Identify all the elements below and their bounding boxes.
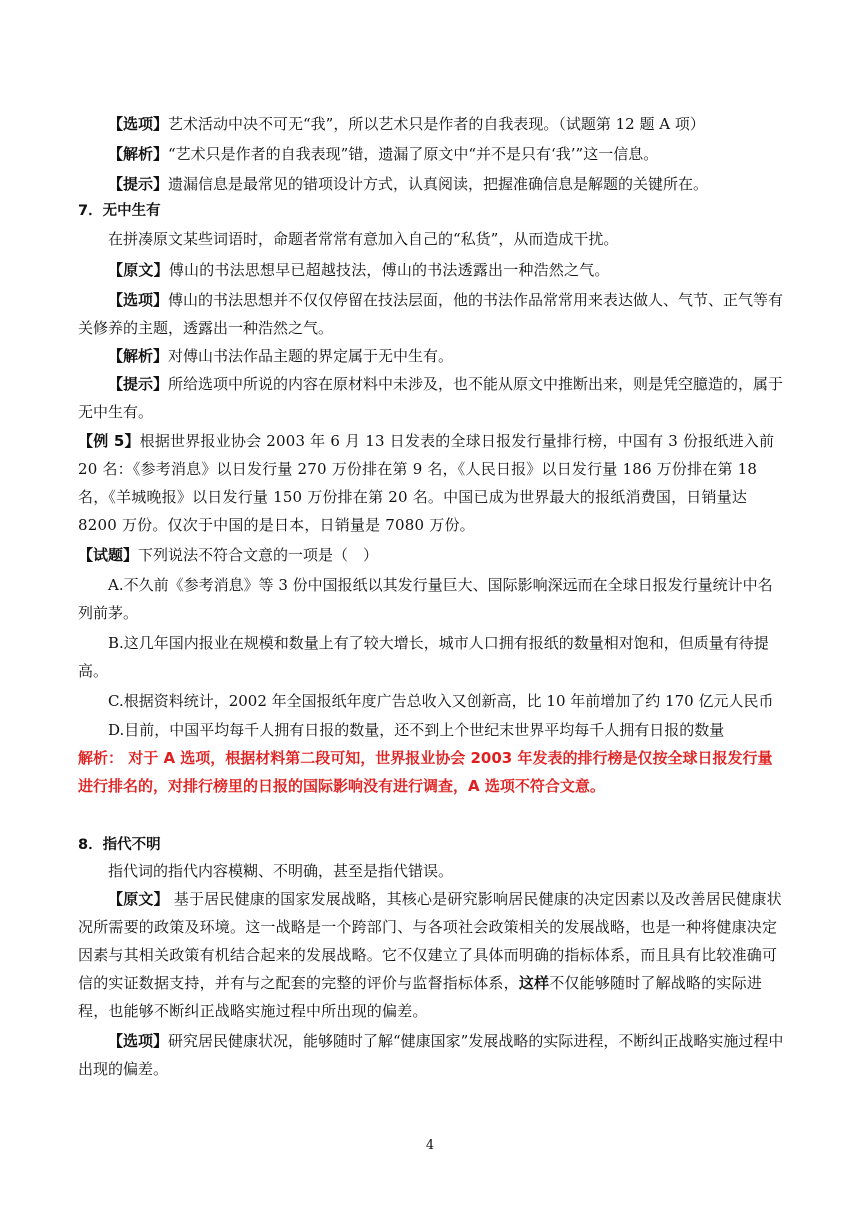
- tip-text: 遗漏信息是最常见的错项设计方式，认真阅读，把握准确信息是解题的关键所在。: [168, 175, 709, 193]
- choice-b: B.这几年国内报业在规模和数量上有了较大增长，城市人口拥有报纸的数量相对饱和，但质量有待提高。: [78, 634, 769, 680]
- option-tag: 【选项】: [108, 115, 169, 133]
- original-tag: 【原文】: [108, 890, 169, 908]
- example-5-paragraph: [78, 427, 786, 539]
- tip-paragraph-s7: [78, 370, 786, 426]
- option-text: 傅山的书法思想并不仅仅停留在技法层面，他的书法作品常常用来表达做人、气节、正气等有关修养的主题，透露出一种浩然之气。: [78, 291, 784, 337]
- original-text: 傅山的书法思想早已超越技法，傅山的书法透露出一种浩然之气。: [168, 261, 610, 279]
- analysis-tag: 【解析】: [108, 347, 169, 365]
- analysis-paragraph-s7: [78, 342, 786, 370]
- option-paragraph-s7: [78, 286, 786, 342]
- question-tag: 【试题】: [78, 546, 139, 564]
- option-text: 研究居民健康状况，能够随时了解“健康国家”发展战略的实际进程，不断纠正战略实施过程中出现的偏差。: [78, 1032, 784, 1078]
- choice-d: D.目前，中国平均每千人拥有日报的数量，还不到上个世纪末世界平均每千人拥有日报的数量: [108, 721, 725, 739]
- option-paragraph-s8: [78, 1027, 786, 1083]
- analysis-tag: 【解析】: [108, 145, 169, 163]
- option-tag: 【选项】: [108, 1032, 169, 1050]
- example-text: 根据世界报业协会 2003 年 6 月 13 日发表的全球日报发行量排行榜，中国有 3 份报纸进入前 20 名：《参考消息》以日发行量 270 万份排在第 9 名，《人民日报》以日发行量 186 万份排在第 18 名，《羊城晚报》以日发行量 150 万份排在第 20 名。中国已成为世界最大的报纸消费国，日销量达 8200 万份。仅次于中国的是日本，日销量是 7080 万份。: [78, 432, 775, 534]
- page-number: 4: [425, 1138, 435, 1153]
- original-text-a: 基于居民健康的国家发展战略，其核心是研究影响居民健康的决定因素以及改善居民健康状况所需要的政策及环境。这一战略是一个跨部门、与各项社会政策相关的发展战略，也是一种将健康决定因素与其相关政策有机结合起来的发展战略。它不仅建立了具体而明确的指标体系，而且具有比较准确可信的实证数据支持，并有与之配套的完整的评价与监督指标体系，: [78, 890, 782, 992]
- question-text: 下列说法不符合文意的一项是（ ）: [138, 546, 379, 564]
- tip-text: 所给选项中所说的内容在原材料中未涉及，也不能从原文中推断出来，则是凭空臆造的，属于无中生有。: [78, 375, 784, 421]
- answer-explanation: 解析： 对于 A 选项，根据材料第二段可知，世界报业协会 2003 年发表的排行榜是仅按全球日报发行量进行排名的，对排行榜里的日报的国际影响没有进行调查，A 选项不符合文意。: [78, 749, 773, 795]
- original-tag: 【原文】: [108, 261, 169, 279]
- section-8-intro: 指代词的指代内容模糊、不明确，甚至是指代错误。: [108, 862, 454, 880]
- option-paragraph-s6: [78, 110, 786, 138]
- choice-a: A.不久前《参考消息》等 3 份中国报纸以其发行量巨大、国际影响深远而在全球日报发行量统计中名列前茅。: [78, 576, 773, 622]
- original-text-b: 不仅能够随时了解战略的实际进程，也能够不断纠正战略实施过程中所出现的偏差。: [78, 974, 763, 1020]
- section-7-heading: 7．无中生有: [78, 203, 161, 219]
- tip-paragraph-s6: [78, 170, 786, 198]
- section-8-heading: 8．指代不明: [78, 837, 161, 853]
- question-paragraph: [78, 541, 786, 569]
- section-7-intro: 在拼凑原文某些词语时，命题者常常有意加入自己的“私货”，从而造成干扰。: [108, 230, 619, 248]
- original-paragraph-s8: [78, 885, 786, 1025]
- option-text: 艺术活动中决不可无“我”，所以艺术只是作者的自我表现。（试题第 12 题 A 项）: [168, 115, 705, 133]
- example-tag: 【例 5】: [78, 432, 140, 450]
- choice-c: C.根据资料统计，2002 年全国报纸年度广告总收入又创新高，比 10 年前增加了约 170 亿元人民币: [108, 692, 774, 710]
- analysis-paragraph-s6: [78, 140, 786, 168]
- analysis-text: “艺术只是作者的自我表现”错，遗漏了原文中“并不是只有‘我’”这一信息。: [168, 145, 659, 163]
- tip-tag: 【提示】: [108, 375, 169, 393]
- original-paragraph-s7: [78, 256, 786, 284]
- option-tag: 【选项】: [108, 291, 169, 309]
- original-bold-word: 这样: [518, 974, 550, 992]
- tip-tag: 【提示】: [108, 175, 169, 193]
- analysis-text: 对傅山书法作品主题的界定属于无中生有。: [168, 347, 454, 365]
